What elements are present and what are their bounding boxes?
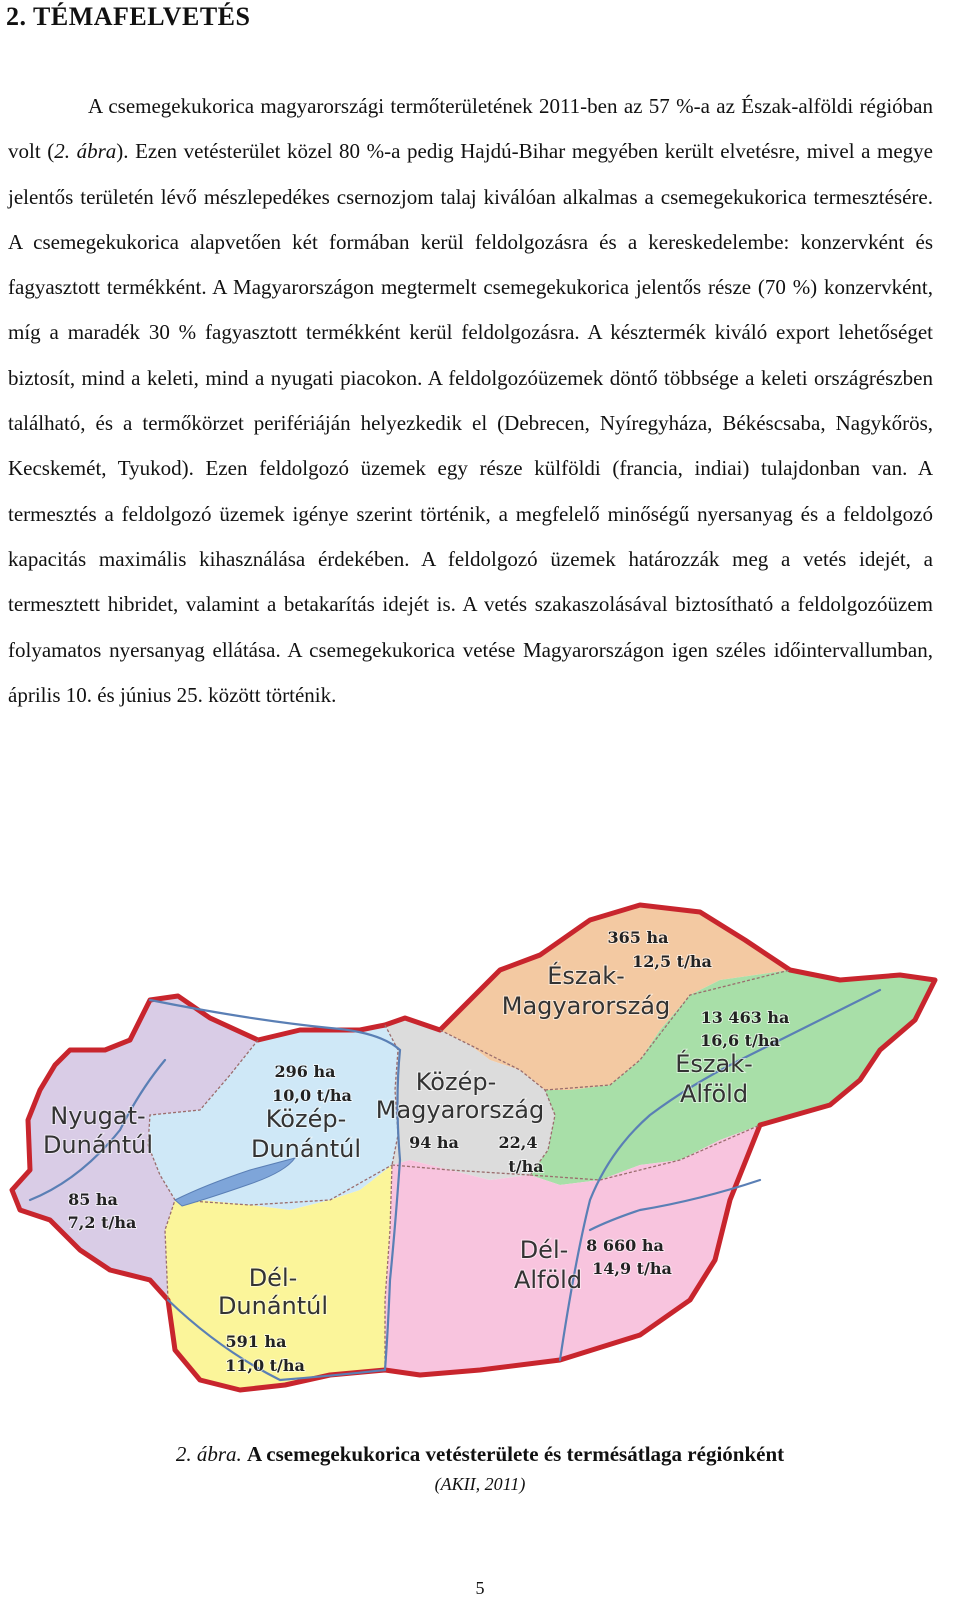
stat-area-kozep-dunantul: 296 ha xyxy=(274,1062,336,1081)
stat-yield-del-alfold: 14,9 t/ha xyxy=(592,1259,672,1278)
stat-area-eszak-magyarorszag: 365 ha xyxy=(607,928,669,947)
stat-area-eszak-alfold: 13 463 ha xyxy=(700,1008,790,1027)
region-label-eszak-magyarorszag-2: Magyarország xyxy=(501,992,671,1020)
region-label-del-alfold-1: Dél- xyxy=(519,1236,569,1264)
region-label-nyugat-dunantul-1: Nyugat- xyxy=(50,1102,146,1130)
region-label-kozep-magyarorszag-1: Közép- xyxy=(415,1068,497,1096)
region-label-kozep-dunantul-1: Közép- xyxy=(265,1105,347,1133)
region-label-eszak-alfold-1: Észak- xyxy=(675,1050,753,1078)
region-label-eszak-magyarorszag-1: Észak- xyxy=(547,962,625,990)
figure-reference: 2. ábra xyxy=(54,139,117,164)
stat-area-nyugat-dunantul: 85 ha xyxy=(68,1190,118,1209)
region-label-eszak-alfold-2: Alföld xyxy=(679,1080,749,1108)
body-paragraph xyxy=(8,84,933,718)
region-label-kozep-dunantul-2: Dunántúl xyxy=(250,1135,362,1163)
paragraph-part-1: A csemegekukorica magyarországi termőterületének 2011-ben az 57 %-a az Észak-alföldi régióban volt ( xyxy=(8,94,933,164)
stat-yield-nyugat-dunantul: 7,2 t/ha xyxy=(67,1213,137,1232)
region-label-nyugat-dunantul-2: Dunántúl xyxy=(42,1131,154,1159)
stat-area-del-alfold: 8 660 ha xyxy=(586,1236,664,1255)
stat-yield-kozep-magyarorszag: 22,4 xyxy=(498,1133,538,1152)
stat-yield-del-dunantul: 11,0 t/ha xyxy=(225,1356,305,1375)
region-label-del-alfold-2: Alföld xyxy=(513,1266,583,1294)
stat-area-del-dunantul: 591 ha xyxy=(225,1332,287,1351)
figure-caption xyxy=(0,1442,960,1467)
page-number: 5 xyxy=(475,1578,485,1598)
figure-number: 2. ábra. xyxy=(175,1442,242,1466)
stat-area-kozep-magyarorszag: 94 ha xyxy=(409,1133,459,1152)
stat-yield-eszak-alfold: 16,6 t/ha xyxy=(700,1031,780,1050)
section-heading: 2. TÉMAFELVETÉS xyxy=(6,2,251,31)
figure-source: (AKII, 2011) xyxy=(434,1474,526,1494)
region-map-figure xyxy=(0,900,960,1440)
stat-yield-unit-kozep-magyarorszag: t/ha xyxy=(508,1157,544,1176)
stat-yield-eszak-magyarorszag: 12,5 t/ha xyxy=(632,952,712,971)
region-label-kozep-magyarorszag-2: Magyarország xyxy=(375,1096,545,1124)
region-label-del-dunantul-2: Dunántúl xyxy=(217,1292,329,1320)
figure-title: A csemegekukorica vetésterülete és termésátlaga régiónként xyxy=(247,1442,785,1466)
paragraph-part-2: ). Ezen vetésterület közel 80 %-a pedig Hajdú-Bihar megyében került elvetésre, mivel a megye jelentős területén lévő mészlepedékes csernozjom talaj kiválóan alkalmas a csemegekukorica termesztésére. A csemegekukorica alapvetően két formában kerül feldolgozásra és a kereskedelembe: konzervként és fagyasztott termékként. A Magyarországon megtermelt csemegekukorica jelentős része (70 %) konzervként, míg a maradék 30 % fagyasztott termékként kerül feldolgozásra. A késztermék kiváló export lehetőséget biztosít, mind a keleti, mind a nyugati piacokon. A feldolgozóüzemek döntő többsége a keleti országrészben található, és a termőkörzet perifériáján helyezkedik el (Debrecen, Nyíregyháza, Békéscsaba, Nagykőrös, Kecskemét, Tyukod). Ezen feldolgozó üzemek egy része külföldi (francia, indiai) tulajdonban van. A termesztés a feldolgozó üzemek igénye szerint történik, a megfelelő minőségű nyersanyag és a feldolgozó kapacitás maximális kihasználása érdekében. A feldolgozó üzemek határozzák meg a vetés idejét, a termesztett hibridet, valamint a betakarítás idejét is. A vetés szakaszolásával biztosítható a feldolgozóüzem folyamatos nyersanyag ellátása. A csemegekukorica vetése Magyarországon igen széles időintervallumban, április 10. és június 25. között történik. xyxy=(8,139,933,707)
hungary-region-map xyxy=(0,900,960,1440)
region-label-del-dunantul-1: Dél- xyxy=(248,1264,298,1292)
stat-yield-kozep-dunantul: 10,0 t/ha xyxy=(272,1086,352,1105)
